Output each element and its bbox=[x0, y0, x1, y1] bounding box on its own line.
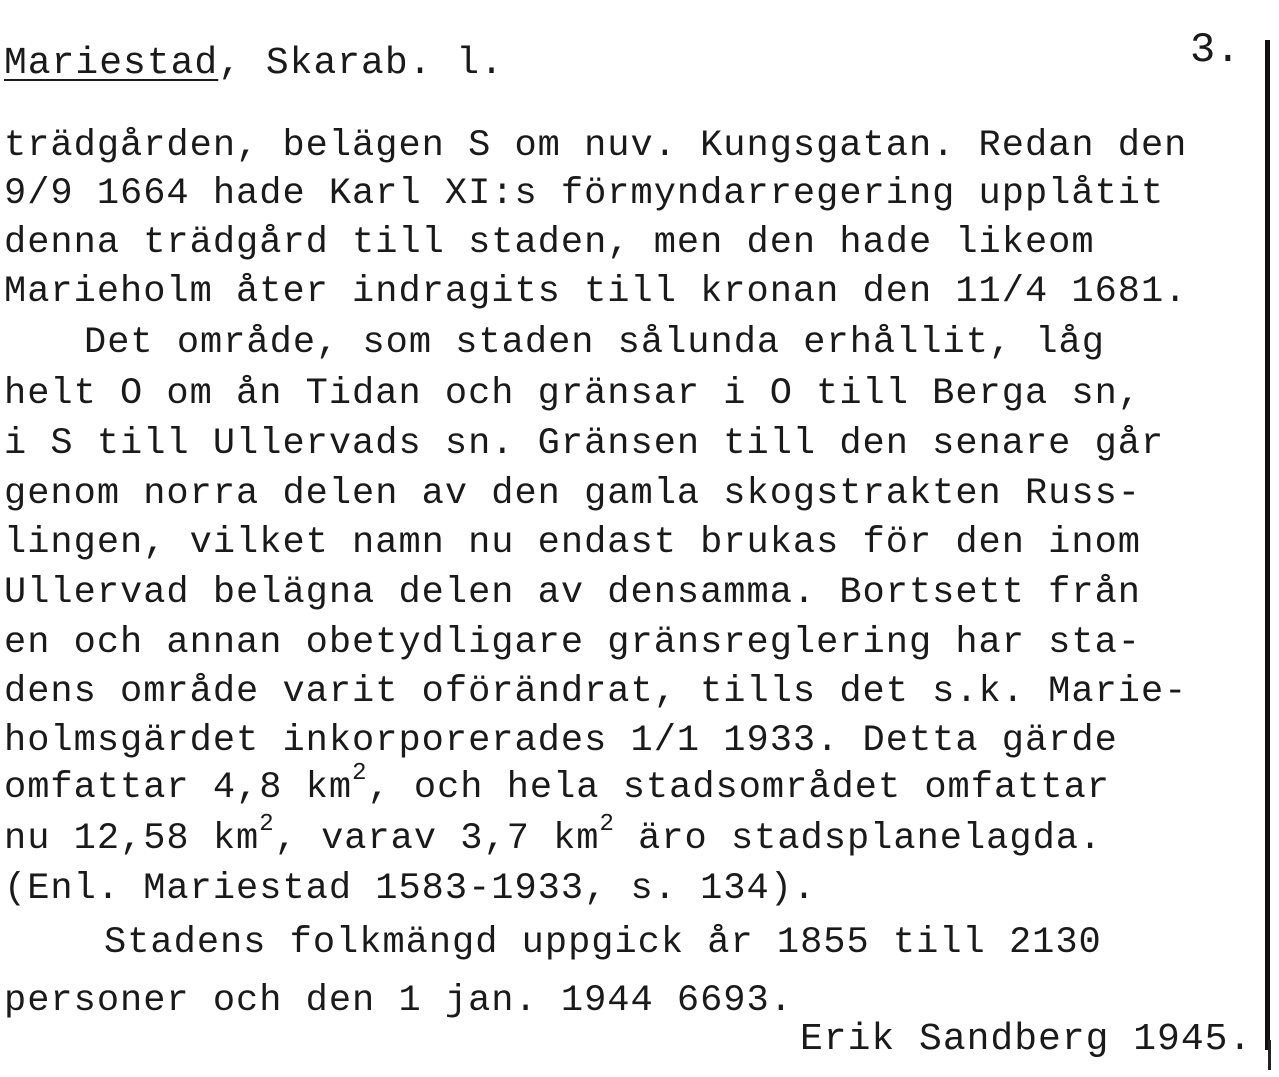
text-line: personer och den 1 jan. 1944 6693. bbox=[4, 980, 793, 1022]
text-line: denna trädgård till staden, men den hade likeom bbox=[4, 222, 1095, 264]
area-text: äro stadsplanelagda. bbox=[614, 818, 1103, 860]
source-line: (Enl. Mariestad 1583-1933, s. 134). bbox=[4, 868, 817, 910]
text-line: i S till Ullervads sn. Gränsen till den senare går bbox=[4, 423, 1165, 465]
superscript: 2 bbox=[599, 811, 615, 838]
area-text: , varav 3,7 km bbox=[274, 818, 600, 860]
place-region: , Skarab. l. bbox=[218, 42, 504, 85]
text-line: 9/9 1664 hade Karl XI:s förmyndarregering upplåtit bbox=[4, 173, 1165, 215]
text-line: genom norra delen av den gamla skogstrakten Russ- bbox=[4, 473, 1141, 515]
text-line: holmsgärdet inkorporerades 1/1 1933. Detta gärde bbox=[4, 720, 1118, 762]
text-line-area bbox=[4, 760, 1110, 809]
place-name: Mariestad bbox=[4, 42, 219, 85]
card-edge-lower bbox=[1268, 1040, 1271, 1070]
text-line: helt O om ån Tidan och gränsar i O till Berga sn, bbox=[4, 373, 1141, 415]
text-line: dens område varit oförändrat, tills det s.k. Marie- bbox=[4, 671, 1188, 713]
page-number: 3. bbox=[1190, 26, 1241, 74]
area-text: nu 12,58 km bbox=[4, 818, 260, 860]
superscript: 2 bbox=[259, 811, 275, 838]
text-line: Det område, som staden sålunda erhållit, låg bbox=[84, 322, 1105, 364]
text-line: Stadens folkmängd uppgick år 1855 till 2130 bbox=[104, 922, 1102, 964]
area-text: , och hela stadsområdet omfattar bbox=[367, 767, 1110, 809]
area-text: omfattar 4,8 km bbox=[4, 767, 353, 809]
card-heading bbox=[4, 42, 504, 85]
text-line-area bbox=[4, 811, 1103, 860]
text-line: en och annan obetydligare gränsreglering har sta- bbox=[4, 622, 1141, 664]
card-edge bbox=[1265, 40, 1270, 1050]
text-line: trädgården, belägen S om nuv. Kungsgatan. Redan den bbox=[4, 125, 1188, 167]
text-line: Ullervad belägna delen av densamma. Bortsett från bbox=[4, 572, 1141, 614]
text-line: Marieholm åter indragits till kronan den 11/4 1681. bbox=[4, 271, 1188, 313]
text-line: lingen, vilket namn nu endast brukas för den inom bbox=[4, 522, 1141, 564]
signature: Erik Sandberg 1945. bbox=[800, 1018, 1253, 1061]
superscript: 2 bbox=[352, 760, 368, 787]
